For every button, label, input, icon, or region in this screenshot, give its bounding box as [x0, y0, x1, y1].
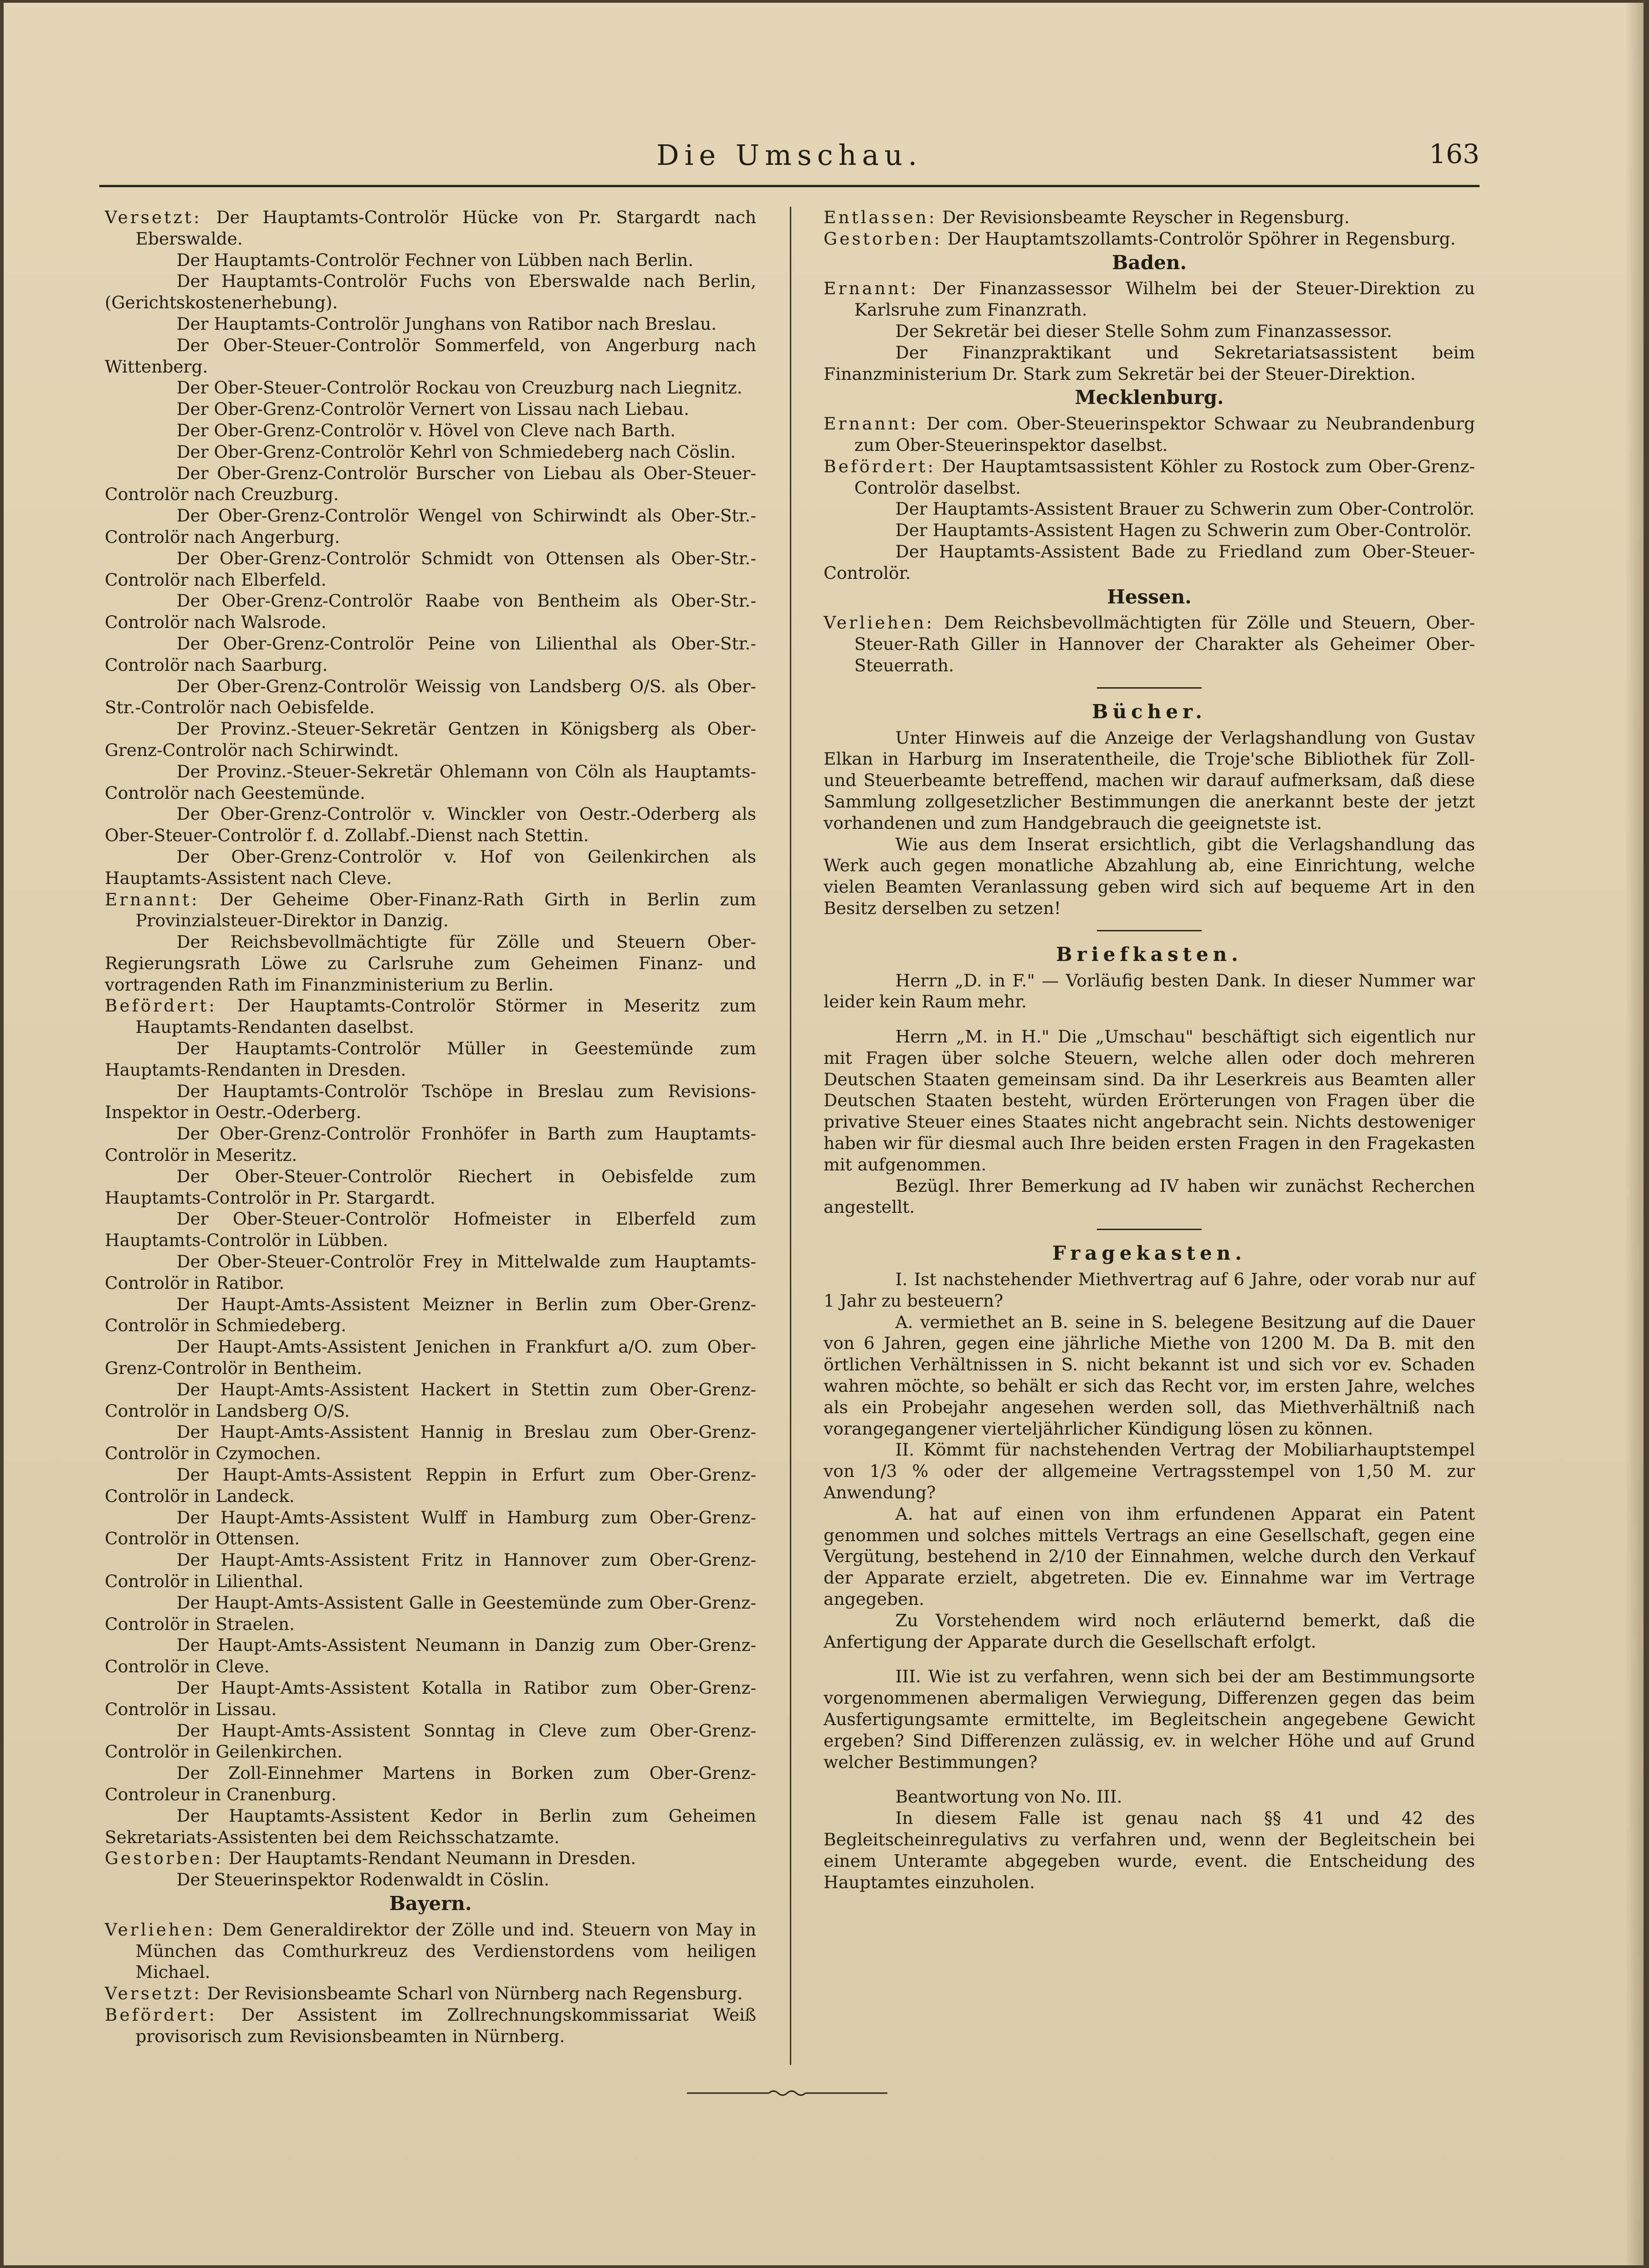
section-heading: Briefkasten.: [1056, 943, 1243, 965]
paragraph: Der Hauptamts-Assistent Brauer zu Schwerin zum Ober-Controlör.: [895, 499, 1475, 519]
end-ornament: [687, 2089, 887, 2098]
paragraph: II. Kömmt für nachstehenden Vertrag der Mobiliarhauptstempel von 1/3 % oder der allgemeine Vertragsstempel von 1,50 M. zur Anwendung?: [824, 1440, 1475, 1503]
notice-text: Der Revisionsbeamte Scharl von Nürnberg nach Regensburg.: [201, 1983, 743, 2004]
notice-keyword: Befördert:: [105, 2004, 217, 2025]
paragraph: Der Hauptamts-Assistent Hagen zu Schwerin zum Ober-Controlör.: [895, 520, 1472, 541]
section-heading: Mecklenburg.: [1075, 386, 1224, 409]
notice-keyword: Versetzt:: [105, 207, 202, 227]
notice-text: Der Hauptamts-Controlör Hücke von Pr. Stargardt nach Eberswalde.: [135, 207, 756, 249]
newspaper-page: [4, 3, 1644, 2265]
notice-keyword: Ernannt:: [824, 414, 918, 434]
paragraph: Der Ober-Grenz-Controlör Schmidt von Ottensen als Ober-Str.-Controlör nach Elberfeld.: [105, 548, 756, 590]
paragraph: Der Hauptamts-Assistent Kedor in Berlin zum Geheimen Sekretariats-Assistenten bei dem Reichsschatzamte.: [105, 1805, 756, 1847]
paragraph: Der Ober-Grenz-Controlör Burscher von Liebau als Ober-Steuer-Controlör nach Creuzburg.: [105, 463, 756, 505]
notice-entry: [105, 1848, 756, 1869]
right-column: [824, 207, 1475, 1893]
notice-keyword: Befördert:: [105, 996, 217, 1016]
notice-text: Dem Reichsbevollmächtigten für Zölle und Steuern, Ober-Steuer-Rath Giller in Hannover der Charakter als Geheimer Ober-Steuerrath.: [854, 613, 1475, 675]
paragraph: Der Hauptamts-Assistent Bade zu Friedland zum Ober-Steuer-Controlör.: [824, 541, 1475, 583]
paragraph: Der Haupt-Amts-Assistent Jenichen in Frankfurt a/O. zum Ober-Grenz-Controlör in Bentheim.: [105, 1337, 756, 1379]
notice-keyword: Ernannt:: [824, 278, 918, 299]
page-number: 163: [1429, 138, 1480, 169]
paragraph: Der Hauptamts-Controlör Tschöpe in Breslau zum Revisions-Inspektor in Oestr.-Oderberg.: [105, 1081, 756, 1123]
notice-keyword: Gestorben:: [824, 228, 942, 249]
paragraph: Der Haupt-Amts-Assistent Hannig in Breslau zum Ober-Grenz-Controlör in Czymochen.: [105, 1422, 756, 1464]
paragraph: A. hat auf einen von ihm erfundenen Apparat ein Patent genommen und solches mittels Vertrags an eine Gesellschaft, gegen eine Vergütung, bestehend in 2/10 der Einnahmen, welche durch den Verkauf der Apparate erzielt, abgetreten. Die ev. Einnahme war im Vertrage angegeben.: [824, 1503, 1475, 1609]
paragraph: Der Ober-Grenz-Controlör Wengel von Schirwindt als Ober-Str.-Controlör nach Angerburg.: [105, 506, 756, 547]
page-title: Die Umschau.: [656, 138, 923, 172]
paragraph: Der Ober-Grenz-Controlör v. Winckler von Oestr.-Oderberg als Ober-Steuer-Controlör f. d. Zollabf.-Dienst nach Stettin.: [105, 804, 756, 846]
paragraph: Der Provinz.-Steuer-Sekretär Ohlemann von Cöln als Hauptamts-Controlör nach Geestemünde.: [105, 761, 756, 803]
notice-entry: [824, 228, 1475, 250]
paragraph: Der Ober-Grenz-Controlör Fronhöfer in Barth zum Hauptamts-Controlör in Meseritz.: [105, 1124, 756, 1165]
notice-entry: [824, 612, 1475, 676]
notice-keyword: Gestorben:: [105, 1848, 223, 1869]
notice-entry: [824, 456, 1475, 499]
notice-text: Der Geheime Ober-Finanz-Rath Girth in Berlin zum Provinzialsteuer-Direktor in Danzig.: [135, 889, 756, 931]
notice-entry: [105, 889, 756, 932]
paragraph: Der Haupt-Amts-Assistent Wulff in Hamburg zum Ober-Grenz-Controlör in Ottensen.: [105, 1507, 756, 1549]
paragraph: Bezügl. Ihrer Bemerkung ad IV haben wir zunächst Recherchen angestellt.: [824, 1175, 1475, 1217]
paragraph: Wie aus dem Inserat ersichtlich, gibt die Verlagshandlung das Werk auch gegen monatliche Abzahlung ab, eine Einrichtung, welche vielen Beamten Veranlassung geben wird sich auf bequeme Art in den Besitz derselben zu setzen!: [824, 834, 1475, 918]
notice-text: Dem Generaldirektor der Zölle und ind. Steuern von May in München das Comthurkreuz des Verdienstordens vom heiligen Michael.: [135, 1919, 756, 1982]
notice-keyword: Ernannt:: [105, 889, 200, 909]
paragraph: Zu Vorstehendem wird noch erläuternd bemerkt, daß die Anfertigung der Apparate durch die Gesellschaft erfolgt.: [824, 1610, 1475, 1652]
notice-entry: [105, 995, 756, 1038]
spacer: [824, 1652, 1475, 1666]
paragraph: Der Ober-Grenz-Controlör v. Hof von Geilenkirchen als Hauptamts-Assistent nach Cleve.: [105, 846, 756, 888]
paragraph: Der Ober-Grenz-Controlör Peine von Lilienthal als Ober-Str.-Controlör nach Saarburg.: [105, 633, 756, 675]
paragraph: In diesem Falle ist genau nach §§ 41 und 42 des Begleitscheinregulativs zu verfahren und, wenn der Begleitschein bei einem Unteramte abgegeben wurde, event. die Entscheidung des Hauptamtes einzuholen.: [824, 1808, 1475, 1892]
notice-keyword: Verliehen:: [105, 1919, 216, 1940]
paragraph: Der Finanzpraktikant und Sekretariatsassistent beim Finanzministerium Dr. Stark zum Sekretär bei der Steuer-Direktion.: [824, 342, 1475, 384]
notice-keyword: Verliehen:: [824, 613, 935, 633]
notice-entry: [105, 1983, 756, 2004]
paragraph: Der Haupt-Amts-Assistent Kotalla in Ratibor zum Ober-Grenz-Controlör in Lissau.: [105, 1677, 756, 1719]
section-heading: Hessen.: [1107, 585, 1192, 608]
notice-keyword: Versetzt:: [105, 1983, 202, 2004]
paragraph: Der Ober-Steuer-Controlör Sommerfeld, von Angerburg nach Wittenberg.: [105, 335, 756, 377]
spacer: [824, 1773, 1475, 1786]
notice-entry: [824, 207, 1475, 228]
paragraph: Der Ober-Grenz-Controlör Vernert von Lissau nach Liebau.: [176, 399, 689, 419]
notice-text: Der Hauptamtsassistent Köhler zu Rostock zum Ober-Grenz-Controlör daselbst.: [854, 456, 1475, 498]
section-heading: Bücher.: [1092, 700, 1207, 723]
paragraph: Der Sekretär bei dieser Stelle Sohm zum Finanzassessor.: [895, 321, 1392, 341]
paragraph: I. Ist nachstehender Miethvertrag auf 6 Jahre, oder vorab nur auf 1 Jahr zu besteuern?: [824, 1269, 1475, 1311]
paragraph: Der Haupt-Amts-Assistent Reppin in Erfurt zum Ober-Grenz-Controlör in Landeck.: [105, 1465, 756, 1506]
notice-text: Der Revisionsbeamte Reyscher in Regensburg.: [937, 207, 1350, 227]
paragraph: Der Hauptamts-Controlör Fuchs von Eberswalde nach Berlin, (Gerichtskostenerhebung).: [105, 271, 756, 313]
notice-entry: [105, 207, 756, 250]
notice-text: Der Hauptamts-Controlör Störmer in Meseritz zum Hauptamts-Rendanten daselbst.: [135, 996, 756, 1037]
paragraph: Der Haupt-Amts-Assistent Sonntag in Cleve zum Ober-Grenz-Controlör in Geilenkirchen.: [105, 1720, 756, 1762]
paragraph: Beantwortung von No. III.: [895, 1787, 1122, 1807]
paragraph: Der Provinz.-Steuer-Sekretär Gentzen in Königsberg als Ober-Grenz-Controlör nach Schirwindt.: [105, 719, 756, 760]
section-rule: [1097, 930, 1202, 931]
notice-entry: [105, 2004, 756, 2047]
notice-keyword: Entlassen:: [824, 207, 937, 227]
paragraph: Der Ober-Steuer-Controlör Hofmeister in Elberfeld zum Hauptamts-Controlör in Lübben.: [105, 1209, 756, 1251]
notice-entry: [824, 413, 1475, 456]
paragraph: Der Haupt-Amts-Assistent Neumann in Danzig zum Ober-Grenz-Controlör in Cleve.: [105, 1635, 756, 1677]
paragraph: Der Ober-Grenz-Controlör Kehrl von Schmiedeberg nach Cöslin.: [176, 441, 736, 462]
notice-text: Der Finanzassessor Wilhelm bei der Steuer-Direktion zu Karlsruhe zum Finanzrath.: [854, 278, 1475, 320]
paragraph: Der Hauptamts-Controlör Junghans von Ratibor nach Breslau.: [176, 313, 717, 334]
section-rule: [1097, 687, 1202, 689]
paragraph: Der Ober-Steuer-Controlör Riechert in Oebisfelde zum Hauptamts-Controlör in Pr. Stargardt.: [105, 1166, 756, 1208]
notice-text: Der Hauptamtszollamts-Controlör Spöhrer in Regensburg.: [942, 228, 1456, 249]
paragraph: Herrn „D. in F." — Vorläufig besten Dank. In dieser Nummer war leider kein Raum mehr.: [824, 970, 1475, 1012]
paragraph: Unter Hinweis auf die Anzeige der Verlagshandlung von Gustav Elkan in Harburg im Inseratentheile, die Troje'sche Bibliothek für Zoll- und Steuerbeamte betreffend, machen wir darauf aufmerksam, daß diese Sammlung zollgesetzlicher Bestimmungen die anerkannt beste der jetzt vorhandenen und zum Handgebrauch die geeignetste ist.: [824, 727, 1475, 833]
paragraph: Der Ober-Grenz-Controlör Weissig von Landsberg O/S. als Ober-Str.-Controlör nach Oebisfelde.: [105, 676, 756, 718]
paragraph: A. vermiethet an B. seine in S. belegene Besitzung auf die Dauer von 6 Jahren, gegen eine jährliche Miethe von 1200 M. Da B. mit den örtlichen Verhältnissen in S. nicht bekannt ist und sich vor ev. Schaden wahren möchte, so behält er sich das Recht vor, im ersten Jahre, welches als ein Probejahr angesehen werden soll, das Miethverhältniß nach vorangegangener vierteljährlicher Kündigung lösen zu können.: [824, 1312, 1475, 1439]
notice-text: Der Hauptamts-Rendant Neumann in Dresden.: [223, 1848, 636, 1869]
page-header: [99, 130, 1480, 187]
notice-keyword: Befördert:: [824, 456, 936, 476]
paragraph: Der Hauptamts-Controlör Fechner von Lübben nach Berlin.: [176, 250, 694, 270]
paragraph: Der Steuerinspektor Rodenwaldt in Cöslin.: [176, 1870, 549, 1890]
notice-entry: [105, 1919, 756, 1983]
notice-entry: [824, 278, 1475, 321]
paragraph: Der Zoll-Einnehmer Martens in Borken zum Ober-Grenz-Controleur in Cranenburg.: [105, 1763, 756, 1804]
paragraph: Der Hauptamts-Controlör Müller in Geestemünde zum Hauptamts-Rendanten in Dresden.: [105, 1038, 756, 1080]
paragraph: Herrn „M. in H." Die „Umschau" beschäftigt sich eigentlich nur mit Fragen über solche Steuern, welche allen oder doch mehreren Deutschen Staaten gemeinsam sind. Da ihr Leserkreis aus Beamten aller Deutschen Staaten besteht, würden Erörterungen von Fragen über die privative Steuer eines Staates nicht angebracht sein. Nichts destoweniger haben wir für diesmal auch Ihre beiden ersten Fragen in den Fragekasten mit aufgenommen.: [824, 1027, 1475, 1175]
section-heading: Fragekasten.: [1052, 1242, 1246, 1265]
paragraph: Der Ober-Grenz-Controlör v. Hövel von Cleve nach Barth.: [176, 420, 676, 440]
paragraph: Der Haupt-Amts-Assistent Meizner in Berlin zum Ober-Grenz-Controlör in Schmiedeberg.: [105, 1294, 756, 1336]
paragraph: Der Ober-Steuer-Controlör Rockau von Creuzburg nach Liegnitz.: [176, 378, 743, 398]
paragraph: Der Ober-Grenz-Controlör Raabe von Bentheim als Ober-Str.-Controlör nach Walsrode.: [105, 591, 756, 633]
notice-text: Der Assistent im Zollrechnungskommissariat Weiß provisorisch zum Revisionsbeamten in Nürnberg.: [135, 2004, 756, 2046]
notice-text: Der com. Ober-Steuerinspektor Schwaar zu Neubrandenburg zum Ober-Steuerinspektor daselbst.: [854, 414, 1475, 455]
column-divider: [790, 207, 791, 2065]
paragraph: Der Haupt-Amts-Assistent Hackert in Stettin zum Ober-Grenz-Controlör in Landsberg O/S.: [105, 1379, 756, 1421]
paragraph: Der Ober-Steuer-Controlör Frey in Mittelwalde zum Hauptamts-Controlör in Ratibor.: [105, 1251, 756, 1293]
section-heading: Bayern.: [389, 1892, 472, 1915]
spacer: [824, 1012, 1475, 1026]
section-rule: [1097, 1229, 1202, 1230]
left-column: [105, 207, 756, 2047]
paragraph: Der Reichsbevollmächtigte für Zölle und Steuern Ober-Regierungsrath Löwe zu Carlsruhe zum Geheimen Finanz- und vortragenden Rath im Finanzministerium zu Berlin.: [105, 932, 756, 995]
section-heading: Baden.: [1112, 251, 1187, 274]
paragraph: Der Haupt-Amts-Assistent Fritz in Hannover zum Ober-Grenz-Controlör in Lilienthal.: [105, 1550, 756, 1591]
paragraph: III. Wie ist zu verfahren, wenn sich bei der am Bestimmungsorte vorgenommenen abermaligen Verwiegung, Differenzen gegen das beim Ausfertigungsamte ermittelte, im Begleitschein angegebene Gewicht ergeben? Sind Differenzen zulässig, ev. in welcher Höhe und auf Grund welcher Bestimmungen?: [824, 1666, 1475, 1772]
paragraph: Der Haupt-Amts-Assistent Galle in Geestemünde zum Ober-Grenz-Controlör in Straelen.: [105, 1592, 756, 1634]
